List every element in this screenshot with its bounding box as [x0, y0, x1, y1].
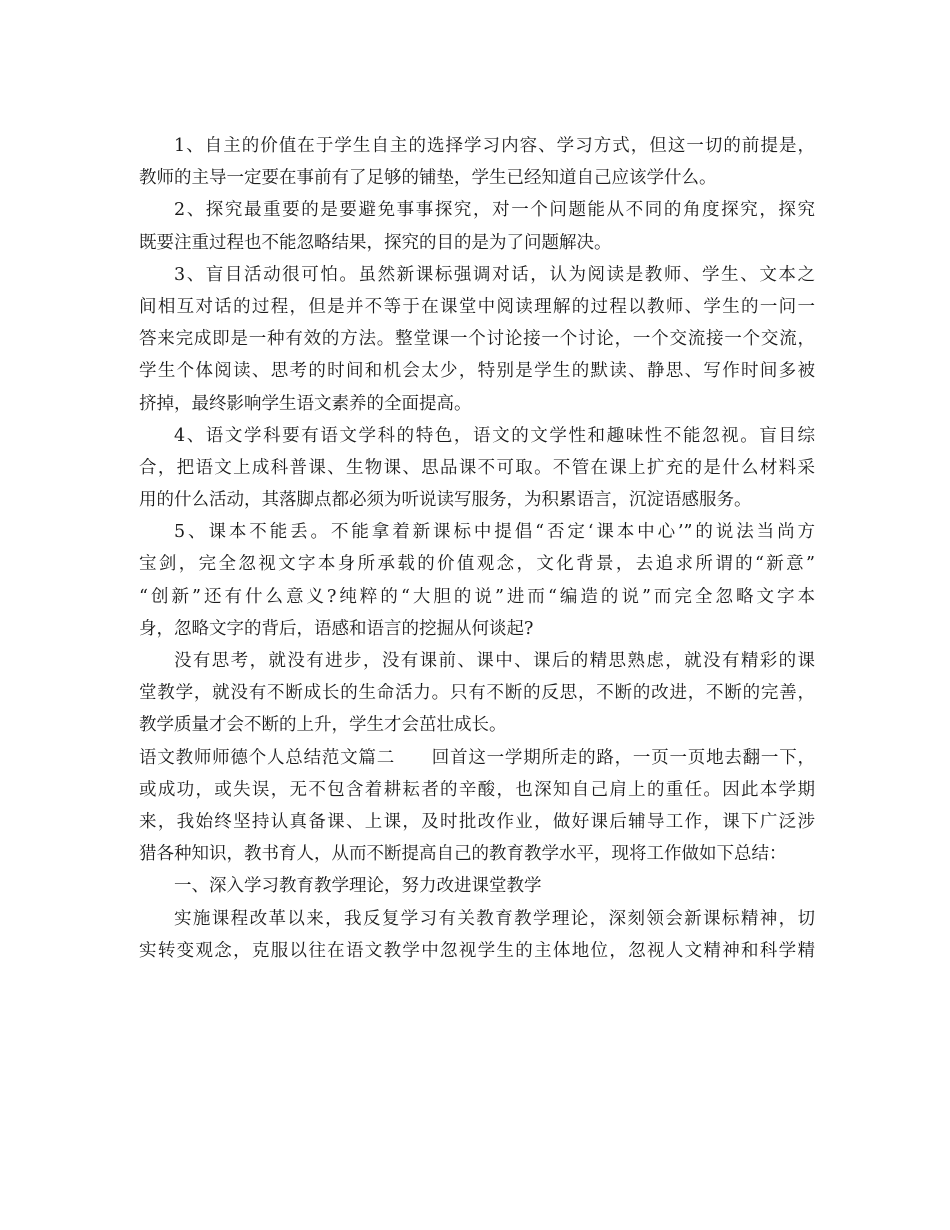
text-line: 4、语文学科要有语文学科的特色，语文的文学性和趣味性不能忽视。盲目综 [174, 425, 815, 446]
text-line: 堂教学，就没有不断成长的生命活力。只有不断的反思，不断的改进，不断的完善， [139, 683, 815, 704]
document-body [139, 130, 815, 967]
text-line: 挤掉，最终影响学生语文素养的全面提高。 [139, 393, 472, 414]
text-line: 2、探究最重要的是要避免事事探究，对一个问题能从不同的角度探究，探究 [174, 200, 815, 221]
text-line: 合，把语文上成科普课、生物课、思品课不可取。不管在课上扩充的是什么材料采 [139, 457, 815, 478]
text-line: 没有思考，就没有进步，没有课前、课中、课后的精思熟虑，就没有精彩的课 [174, 651, 815, 671]
text-line: 一、深入学习教育教学理论，努力改进课堂教学 [174, 876, 542, 897]
text-line: 教师的主导一定要在事前有了足够的铺垫，学生已经知道自己应该学什么。 [139, 168, 717, 189]
text-line: 5、课本不能丢。不能拿着新课标中提倡“否定‘课本中心’”的说法当尚方 [174, 522, 815, 543]
text-line: 既要注重过程也不能忽略结果，探究的目的是为了问题解决。 [139, 232, 612, 253]
text-line: 宝剑，完全忽视文字本身所承载的价值观念，文化背景，去追求所谓的“新意” [139, 554, 815, 575]
text-line: “创新”还有什么意义?纯粹的“大胆的说”进而“编造的说”而完全忽略文字本 [139, 586, 815, 607]
section-title: 语文教师师德个人总结范文篇二 [139, 747, 395, 768]
text-line: 1、自主的价值在于学生自主的选择学习内容、学习方式，但这一切的前提是， [174, 136, 815, 156]
section-heading-line [139, 742, 815, 774]
text-line: 教学质量才会不断的上升，学生才会茁壮成长。 [139, 715, 507, 736]
text-line: 或成功，或失误，无不包含着耕耘者的辛酸，也深知自己肩上的重任。因此本学期 [139, 779, 815, 800]
text-line: 来，我始终坚持认真备课、上课，及时批改作业，做好课后辅导工作，课下广泛涉 [139, 811, 815, 832]
text-line: 用的什么活动，其落脚点都必须为听说读写服务，为积累语言，沉淀语感服务。 [139, 490, 752, 511]
text-line: 答来完成即是一种有效的方法。整堂课一个讨论接一个讨论，一个交流接一个交流， [139, 329, 815, 350]
text-line: 实施课程改革以来，我反复学习有关教育教学理论，深刻领会新课标精神，切 [174, 908, 815, 929]
text-line: 3、盲目活动很可怕。虽然新课标强调对话，认为阅读是教师、学生、文本之 [174, 264, 815, 285]
text-line: 猎各种知识，教书育人，从而不断提高自己的教育教学水平，现将工作做如下总结： [139, 844, 787, 865]
text-line: 间相互对话的过程，但是并不等于在课堂中阅读理解的过程以教师、学生的一问一 [139, 296, 815, 317]
section-first-line: 回首这一学期所走的路，一页一页地去翻一下， [431, 747, 815, 768]
text-line: 身，忽略文字的背后，语感和语言的挖掘从何谈起? [139, 618, 534, 639]
text-line: 实转变观念，克服以往在语文教学中忽视学生的主体地位，忽视人文精神和科学精 [139, 940, 815, 961]
text-line: 学生个体阅读、思考的时间和机会太少，特别是学生的默读、静思、写作时间多被 [139, 361, 815, 382]
summary-paragraphs [139, 774, 815, 967]
reflection-paragraphs [139, 130, 815, 742]
